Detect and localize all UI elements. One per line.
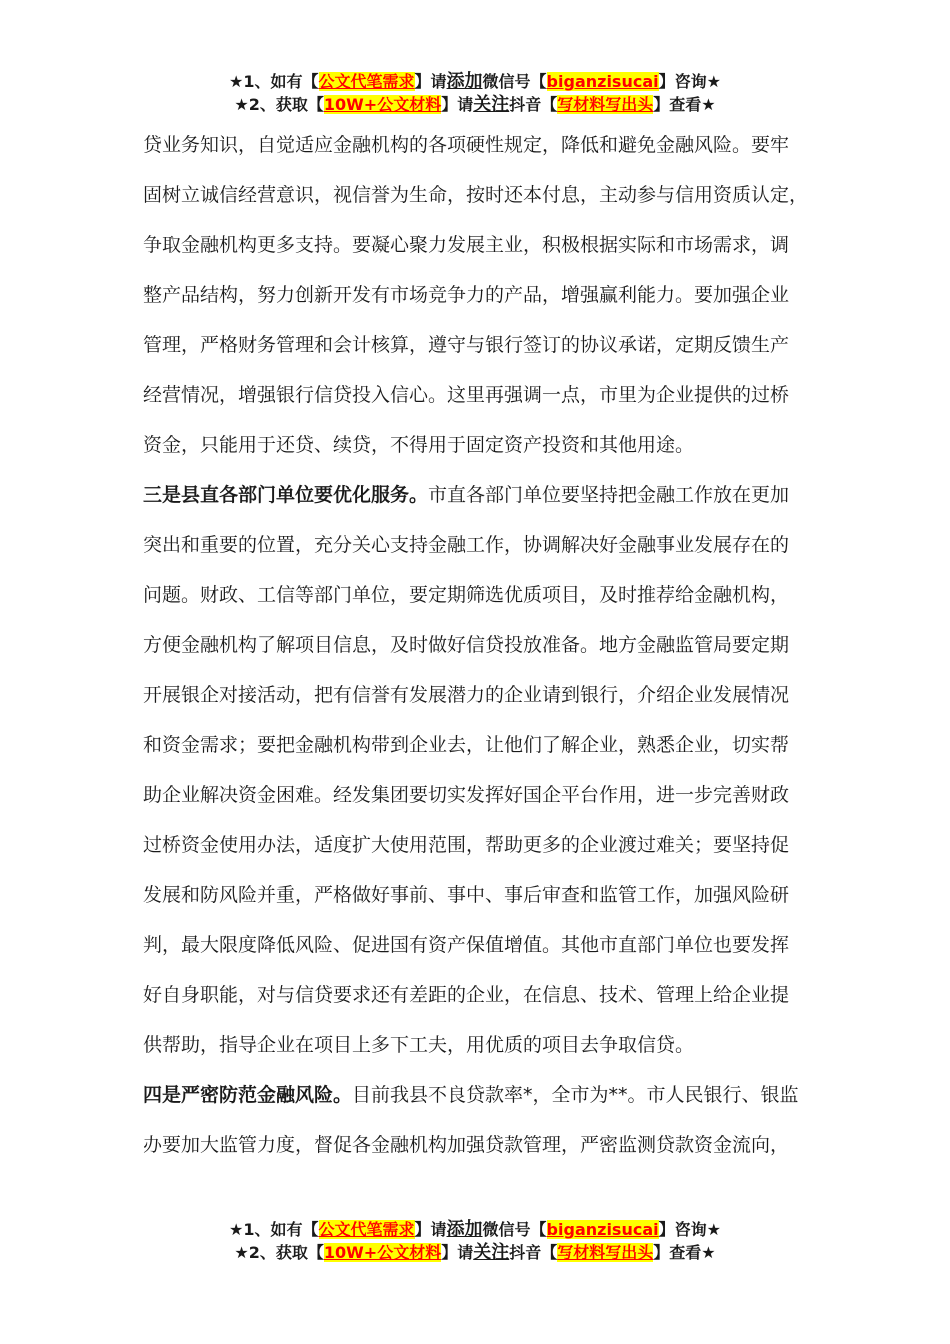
body-line: 资金，只能用于还贷、续贷，不得用于固定资产投资和其他用途。: [143, 434, 695, 456]
banner-text: 】请: [414, 72, 447, 91]
body-line: 贷业务知识，自觉适应金融机构的各项硬性规定，降低和避免金融风险。要牢: [143, 134, 790, 156]
body-line: 问题。财政、工信等部门单位，要定期筛选优质项目，及时推荐给金融机构，: [143, 584, 790, 606]
banner-line-1: [0, 1218, 950, 1241]
body-line: 过桥资金使用办法，适度扩大使用范围，帮助更多的企业渡过难关；要坚持促: [143, 834, 790, 856]
banner-text: 抖音【: [509, 1243, 558, 1262]
body-line: 助企业解决资金困难。经发集团要切实发挥好国企平台作用，进一步完善财政: [143, 784, 790, 806]
section-4-lead: 目前我县不良贷款率*，全市为**。市人民银行、银监: [352, 1084, 799, 1106]
banner-text: ★1、如有【: [229, 1220, 319, 1239]
banner-highlight: 写材料写出头: [557, 95, 654, 114]
banner-text: ★2、获取【: [234, 1243, 324, 1262]
header-banner: [0, 70, 950, 116]
banner-highlight: 公文代笔需求: [318, 72, 415, 91]
footer-banner: [0, 1218, 950, 1264]
body-line: 发展和防风险并重，严格做好事前、事中、事后审查和监管工作，加强风险研: [143, 884, 790, 906]
banner-highlight: 10W+公文材料: [323, 1243, 442, 1262]
body-line: 方便金融机构了解项目信息，及时做好信贷投放准备。地方金融监管局要定期: [143, 634, 790, 656]
banner-highlight: biganzisucai: [546, 72, 659, 91]
banner-line-2: [0, 1241, 950, 1264]
banner-underline: 关注: [473, 1242, 510, 1263]
banner-text: ★2、获取【: [234, 95, 324, 114]
banner-line-2: [0, 93, 950, 116]
body-line: 固树立诚信经营意识，视信誉为生命，按时还本付息，主动参与信用资质认定，: [143, 184, 809, 206]
banner-text: 】查看★: [653, 95, 716, 114]
banner-highlight: biganzisucai: [546, 1220, 659, 1239]
banner-highlight: 写材料写出头: [557, 1243, 654, 1262]
banner-line-1: [0, 70, 950, 93]
banner-text: 】请: [414, 1220, 447, 1239]
section-4-heading: 四是严密防范金融风险。: [143, 1084, 353, 1106]
body-line: 经营情况，增强银行信贷投入信心。这里再强调一点，市里为企业提供的过桥: [143, 384, 790, 406]
document-body: [143, 120, 807, 1170]
banner-highlight: 公文代笔需求: [318, 1220, 415, 1239]
banner-underline: 关注: [473, 94, 510, 115]
banner-text: 微信号【: [482, 1220, 547, 1239]
banner-text: 】请: [441, 1243, 474, 1262]
banner-underline: 添加: [446, 1219, 483, 1240]
body-line: 和资金需求；要把金融机构带到企业去，让他们了解企业，熟悉企业，切实帮: [143, 734, 790, 756]
banner-text: 】咨询★: [658, 1220, 721, 1239]
body-line: 办要加大监管力度，督促各金融机构加强贷款管理，严密监测贷款资金流向，: [143, 1134, 790, 1156]
banner-text: ★1、如有【: [229, 72, 319, 91]
banner-text: 抖音【: [509, 95, 558, 114]
body-line: 好自身职能，对与信贷要求还有差距的企业，在信息、技术、管理上给企业提: [143, 984, 790, 1006]
banner-text: 】查看★: [653, 1243, 716, 1262]
banner-text: 微信号【: [482, 72, 547, 91]
section-4-first-line: [143, 1070, 807, 1120]
section-3-lead: 市直各部门单位要坚持把金融工作放在更加: [428, 484, 790, 506]
body-line: 判，最大限度降低风险、促进国有资产保值增值。其他市直部门单位也要发挥: [143, 934, 790, 956]
banner-text: 】咨询★: [658, 72, 721, 91]
banner-text: 】请: [441, 95, 474, 114]
body-line: 整产品结构，努力创新开发有市场竞争力的产品，增强赢利能力。要加强企业: [143, 284, 790, 306]
body-line: 开展银企对接活动，把有信誉有发展潜力的企业请到银行，介绍企业发展情况: [143, 684, 790, 706]
body-line: 争取金融机构更多支持。要凝心聚力发展主业，积极根据实际和市场需求，调: [143, 234, 790, 256]
section-3-heading: 三是县直各部门单位要优化服务。: [143, 484, 429, 506]
banner-highlight: 10W+公文材料: [323, 95, 442, 114]
section-3-first-line: [143, 470, 807, 520]
body-line: 供帮助，指导企业在项目上多下工夫，用优质的项目去争取信贷。: [143, 1034, 695, 1056]
body-line: 突出和重要的位置，充分关心支持金融工作，协调解决好金融事业发展存在的: [143, 534, 790, 556]
banner-underline: 添加: [446, 71, 483, 92]
body-line: 管理，严格财务管理和会计核算，遵守与银行签订的协议承诺，定期反馈生产: [143, 334, 790, 356]
